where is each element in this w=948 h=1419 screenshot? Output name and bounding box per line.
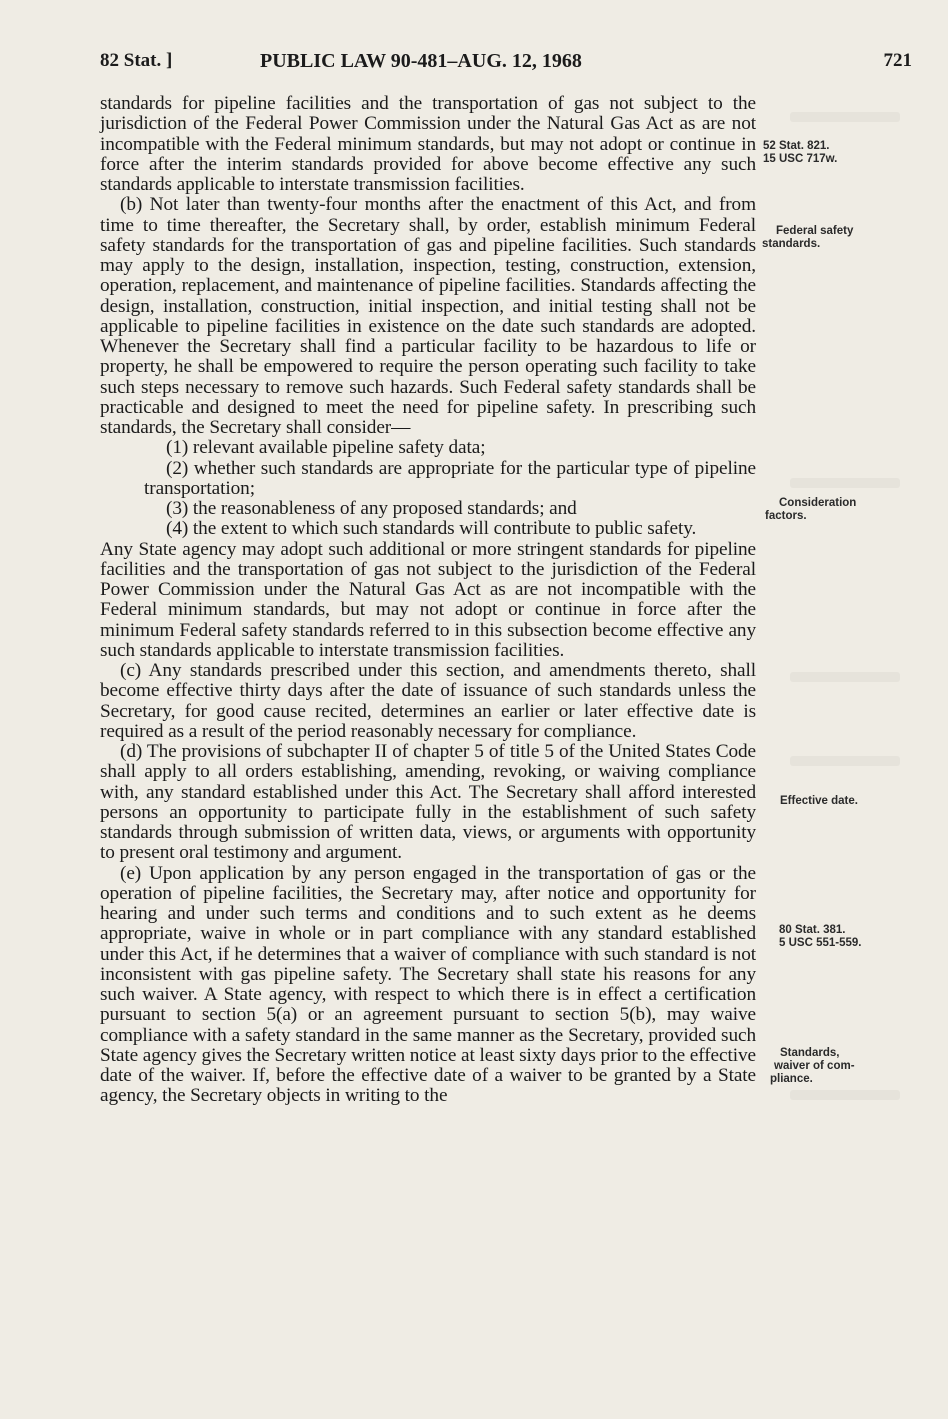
margin-note-citation-2: 80 Stat. 381. 5 USC 551-559. [779,924,862,949]
paragraph-state-agency: Any State agency may adopt such additional or more stringent standards for pipeline facilities and the transportation of gas not subject to the jurisdiction of the Federal Power Commission under the Natural Gas Act as are not incompatible with the Federal minimum standards, but may not adopt or continue in force after the minimum Federal safety standards referred to in this subsection become effective any such standards applicable to interstate transmission facilities. [100,538,756,661]
bleed-through-mark [790,756,900,766]
bleed-through-mark [790,672,900,682]
page-number: 721 [883,50,912,71]
page-header [100,50,912,80]
list-item-2: (2) whether such standards are appropriate for the particular type of pipeline transportation; [144,457,756,499]
bleed-through-mark [790,1090,900,1100]
paragraph-d: (d) The provisions of subchapter II of chapter 5 of title 5 of the United States Code shall apply to all orders establishing, amending, revoking, or waiving compliance with, any standard established under this Act. The Secretary shall afford interested persons an opportunity to participate fully in the establishment of such safety standards through submission of written data, views, or arguments with opportunity to present oral testimony and argument. [100,741,756,864]
margin-note-citation-1: 52 Stat. 821. 15 USC 717w. [763,140,838,165]
list-item-1: (1) relevant available pipeline safety data; [166,437,486,459]
list-item-4: (4) the extent to which such standards will contribute to public safety. [166,518,697,540]
statute-volume: 82 Stat. ] [100,50,173,71]
list-item-3: (3) the reasonableness of any proposed standards; and [166,498,577,519]
paragraph-e: (e) Upon application by any person engaged in the transportation of gas or the operation of pipeline facilities, the Secretary may, after notice and opportunity for hearing and under such terms and conditions and to such extent as he deems appropriate, waive in whole or in part compliance with any standard established under this Act, if he determines that a waiver of compliance with such standard is not inconsistent with gas pipeline safety. The Secretary shall state his reasons for any such waiver. A State agency, with respect to which there is in effect a certification pursuant to section 5(a) or an agreement pursuant to section 5(b), may waive compliance with a safety standard in the same manner as the Secretary, provided such State agency gives the Secretary written notice at least sixty days prior to the effective date of the waiver. If, before the effective date of a waiver to be granted by a State agency, the Secretary objects in writing to the [100,862,756,1107]
bleed-through-mark [790,478,900,488]
paragraph-c: (c) Any standards prescribed under this section, and amendments thereto, shall become effective thirty days after the date of issuance of such standards unless the Secretary, for good cause recited, determines an earlier or later effective date is required as a result of the period reasonably necessary for compliance. [100,660,756,742]
margin-note-waiver: Standards, waiver of com- pliance. [770,1047,855,1085]
bleed-through-mark [790,112,900,122]
paragraph-b: (b) Not later than twenty-four months after the enactment of this Act, and from time to time thereafter, the Secretary shall, by order, establish minimum Federal safety standards for the transportation of gas and pipeline facilities. Such standards may apply to the design, installation, inspection, testing, construction, extension, operation, replacement, and maintenance of pipeline facilities. Standards affecting the design, installation, construction, initial inspection, and initial testing shall not be applicable to pipeline facilities in existence on the date such standards are adopted. Whenever the Secretary shall find a particular facility to be hazardous to life or property, he shall be empowered to require the person operating such facility to take such steps necessary to remove such hazards. Such Federal safety standards shall be practicable and designed to meet the need for pipeline safety. In prescribing such standards, the Secretary shall consider— [100,194,756,438]
law-title: PUBLIC LAW 90-481–AUG. 12, 1968 [260,50,582,72]
margin-note-effective-date: Effective date. [780,795,858,807]
margin-note-federal-safety: Federal safety standards. [762,225,854,250]
paragraph-continuation: standards for pipeline facilities and the transportation of gas not subject to the jurisdiction of the Federal Power Commission under the Natural Gas Act as are not incompatible with the Federal minimum standards, but may not adopt or continue in force after the interim standards provided for above become effective any such standards applicable to interstate transmission facilities. [100,93,756,195]
margin-note-consideration: Consideration factors. [765,497,857,522]
body-text [100,94,756,1107]
